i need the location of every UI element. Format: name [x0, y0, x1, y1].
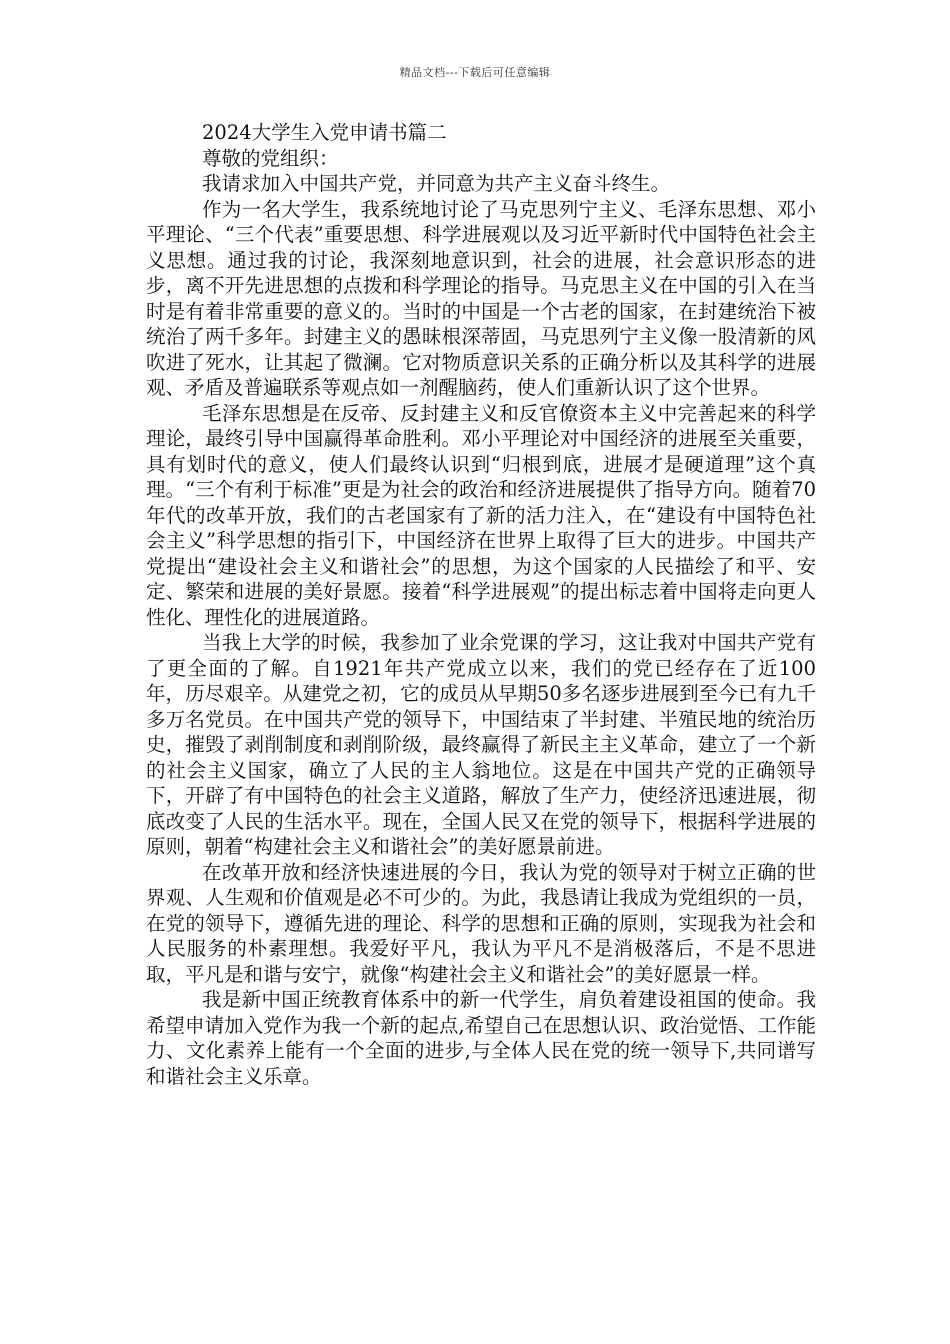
paragraph-3: 毛泽东思想是在反帝、反封建主义和反官僚资本主义中完善起来的科学理论，最终引导中国赢得革命胜利。邓小平理论对中国经济的进展至关重要，具有划时代的意义，使人们最终认识到“归根到底，进展才是硬道理”这个真理。“三个有利于标准”更是为社会的政治和经济进展提供了指导方向。随着70年代的改革开放，我们的古老国家有了新的活力注入，在“建设有中国特色社会主义”科学思想的指引下，中国经济在世界上取得了巨大的进步。中国共产党提出“建设社会主义和谐社会”的思想，为这个国家的人民描绘了和平、安定、繁荣和进展的美好景愿。接着“科学进展观”的提出标志着中国将走向更人性化、理性化的进展道路。: [146, 401, 816, 629]
paragraph-5: 在改革开放和经济快速进展的今日，我认为党的领导对于树立正确的世界观、人生观和价值观是必不可少的。为此，我恳请让我成为党组织的一员，在党的领导下，遵循先进的理论、科学的思想和正确的原则，实现我为社会和人民服务的朴素理想。我爱好平凡，我认为平凡不是消极落后，不是不思进取，平凡是和谐与安宁，就像“构建社会主义和谐社会”的美好愿景一样。: [146, 860, 816, 986]
paragraph-1: 我请求加入中国共产党，并同意为共产主义奋斗终生。: [202, 172, 671, 195]
document-title: 2024大学生入党申请书篇二: [202, 121, 447, 144]
paragraph-4: 当我上大学的时候，我参加了业余党课的学习，这让我对中国共产党有了更全面的了解。自1921年共产党成立以来，我们的党已经存在了近100年，历尽艰辛。从建党之初，它的成员从早期50多名逐步进展到至今已有九千多万名党员。在中国共产党的领导下，中国结束了半封建、半殖民地的统治历史，摧毁了剥削制度和剥削阶级，最终赢得了新民主主义革命，建立了一个新的社会主义国家，确立了人民的主人翁地位。这是在中国共产党的正确领导下，开辟了有中国特色的社会主义道路，解放了生产力，使经济迅速进展，彻底改变了人民的生活水平。现在，全国人民又在党的领导下，根据科学进展的原则，朝着“构建社会主义和谐社会”的美好愿景前进。: [146, 631, 816, 858]
document-body: [146, 120, 816, 1089]
paragraph-2: 作为一名大学生，我系统地讨论了马克思列宁主义、毛泽东思想、邓小平理论、“三个代表”重要思想、科学进展观以及习近平新时代中国特色社会主义思想。通过我的讨论，我深刻地意识到，社会的进展，社会意识形态的进步，离不开先进思想的点拨和科学理论的指导。马克思主义在中国的引入在当时是有着非常重要的意义的。当时的中国是一个古老的国家，在封建统治下被统治了两千多年。封建主义的愚昧根深蒂固，马克思列宁主义像一股清新的风吹进了死水，让其起了微澜。它对物质意识关系的正确分析以及其科学的进展观、矛盾及普遍联系等观点如一剂醒脑药，使人们重新认识了这个世界。: [146, 197, 816, 399]
paragraph-6: 我是新中国正统教育体系中的新一代学生，肩负着建设祖国的使命。我希望申请加入党作为我一个新的起点,希望自己在思想认识、政治觉悟、工作能力、文化素养上能有一个全面的进步,与全体人民在党的统一领导下,共同谱写和谐社会主义乐章。: [146, 988, 816, 1088]
salutation: 尊敬的党组织：: [202, 146, 339, 170]
header-note: 精品文档---下载后可任意编辑: [399, 66, 551, 79]
